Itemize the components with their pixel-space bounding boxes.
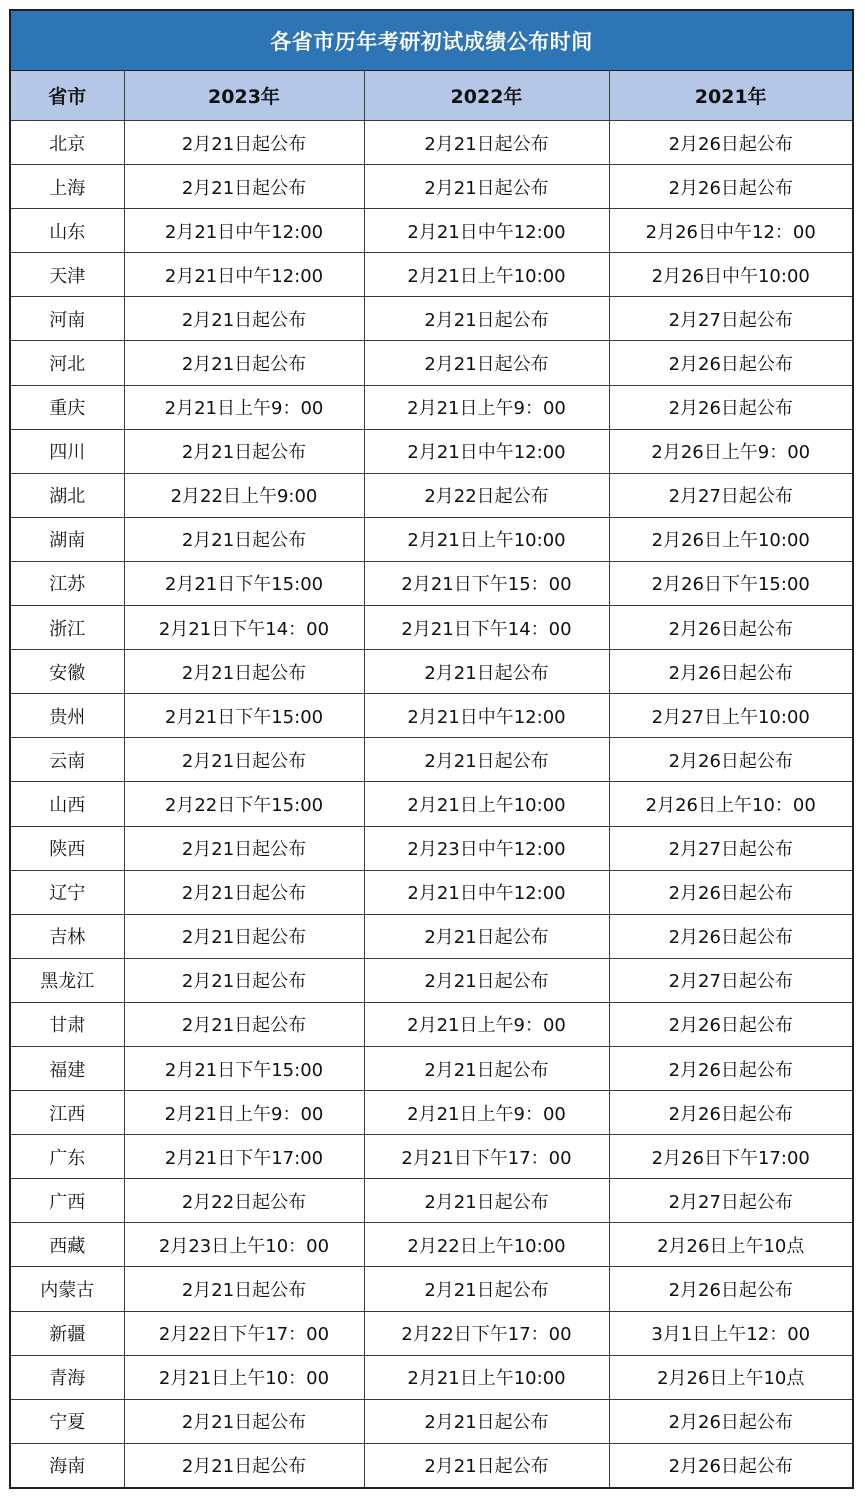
cell-2022: 2月21日起公布 (364, 914, 609, 958)
cell-2023: 2月21日上午9：00 (124, 385, 364, 429)
table-row (11, 914, 852, 958)
table-body (11, 121, 852, 1487)
table-row (11, 1091, 852, 1135)
cell-2023: 2月21日起公布 (124, 1267, 364, 1311)
cell-2023: 2月21日起公布 (124, 1399, 364, 1443)
cell-2023: 2月22日下午17：00 (124, 1311, 364, 1355)
header-2021: 2021年 (609, 71, 852, 121)
cell-2022: 2月21日上午10:00 (364, 253, 609, 297)
cell-2021: 2月26日起公布 (609, 606, 852, 650)
cell-2022: 2月22日起公布 (364, 473, 609, 517)
province-cell: 海南 (11, 1443, 124, 1487)
cell-2021: 2月27日起公布 (609, 958, 852, 1002)
province-cell: 河北 (11, 341, 124, 385)
table-row (11, 1002, 852, 1046)
province-cell: 四川 (11, 429, 124, 473)
table-row (11, 165, 852, 209)
province-cell: 天津 (11, 253, 124, 297)
table-row (11, 1179, 852, 1223)
cell-2023: 2月21日起公布 (124, 870, 364, 914)
table-row (11, 650, 852, 694)
table-row (11, 694, 852, 738)
cell-2023: 2月21日上午9：00 (124, 1091, 364, 1135)
table-row (11, 958, 852, 1002)
header-2022: 2022年 (364, 71, 609, 121)
cell-2023: 2月21日下午15:00 (124, 561, 364, 605)
province-cell: 福建 (11, 1046, 124, 1090)
cell-2023: 2月21日起公布 (124, 165, 364, 209)
table-row (11, 1267, 852, 1311)
cell-2021: 2月26日起公布 (609, 1443, 852, 1487)
cell-2021: 2月26日起公布 (609, 738, 852, 782)
cell-2022: 2月23日中午12:00 (364, 826, 609, 870)
cell-2022: 2月21日上午10:00 (364, 782, 609, 826)
table-row (11, 297, 852, 341)
header-2023: 2023年 (124, 71, 364, 121)
province-cell: 内蒙古 (11, 1267, 124, 1311)
cell-2023: 2月21日下午15:00 (124, 694, 364, 738)
cell-2021: 2月26日中午10:00 (609, 253, 852, 297)
cell-2022: 2月21日起公布 (364, 297, 609, 341)
cell-2021: 2月26日起公布 (609, 121, 852, 165)
province-cell: 广东 (11, 1135, 124, 1179)
province-cell: 宁夏 (11, 1399, 124, 1443)
table-row (11, 1355, 852, 1399)
table-row (11, 1399, 852, 1443)
cell-2022: 2月21日起公布 (364, 341, 609, 385)
cell-2022: 2月22日上午10:00 (364, 1223, 609, 1267)
cell-2021: 2月26日下午17:00 (609, 1135, 852, 1179)
table-row (11, 385, 852, 429)
cell-2023: 2月21日起公布 (124, 121, 364, 165)
table-row (11, 253, 852, 297)
table-row (11, 782, 852, 826)
cell-2021: 2月26日中午12：00 (609, 209, 852, 253)
cell-2021: 2月26日起公布 (609, 1002, 852, 1046)
cell-2023: 2月21日起公布 (124, 738, 364, 782)
cell-2021: 2月27日上午10:00 (609, 694, 852, 738)
cell-2023: 2月21日中午12:00 (124, 209, 364, 253)
cell-2021: 2月26日起公布 (609, 341, 852, 385)
cell-2023: 2月22日上午9:00 (124, 473, 364, 517)
cell-2021: 2月26日起公布 (609, 870, 852, 914)
table-row (11, 1135, 852, 1179)
cell-2021: 2月26日起公布 (609, 1046, 852, 1090)
province-cell: 山东 (11, 209, 124, 253)
province-cell: 青海 (11, 1355, 124, 1399)
province-cell: 吉林 (11, 914, 124, 958)
cell-2021: 2月26日起公布 (609, 385, 852, 429)
cell-2021: 2月26日起公布 (609, 165, 852, 209)
cell-2023: 2月23日上午10：00 (124, 1223, 364, 1267)
cell-2022: 2月21日起公布 (364, 1443, 609, 1487)
cell-2022: 2月21日上午10:00 (364, 1355, 609, 1399)
cell-2021: 2月26日上午9：00 (609, 429, 852, 473)
cell-2022: 2月21日起公布 (364, 1399, 609, 1443)
table-row (11, 1223, 852, 1267)
cell-2021: 3月1日上午12：00 (609, 1311, 852, 1355)
province-cell: 江苏 (11, 561, 124, 605)
province-cell: 重庆 (11, 385, 124, 429)
cell-2021: 2月27日起公布 (609, 473, 852, 517)
cell-2023: 2月21日起公布 (124, 429, 364, 473)
cell-2022: 2月21日中午12:00 (364, 870, 609, 914)
province-cell: 上海 (11, 165, 124, 209)
table-row (11, 517, 852, 561)
cell-2021: 2月26日起公布 (609, 914, 852, 958)
header-row (11, 71, 852, 121)
cell-2022: 2月21日起公布 (364, 1267, 609, 1311)
province-cell: 湖北 (11, 473, 124, 517)
cell-2021: 2月26日上午10：00 (609, 782, 852, 826)
cell-2023: 2月21日下午17:00 (124, 1135, 364, 1179)
cell-2022: 2月21日起公布 (364, 738, 609, 782)
table-row (11, 121, 852, 165)
table-title: 各省市历年考研初试成绩公布时间 (11, 11, 852, 71)
cell-2023: 2月21日起公布 (124, 297, 364, 341)
province-cell: 山西 (11, 782, 124, 826)
table-row (11, 870, 852, 914)
cell-2022: 2月21日起公布 (364, 165, 609, 209)
table-row (11, 341, 852, 385)
cell-2023: 2月21日起公布 (124, 517, 364, 561)
cell-2023: 2月21日起公布 (124, 650, 364, 694)
cell-2022: 2月21日中午12:00 (364, 209, 609, 253)
cell-2023: 2月22日起公布 (124, 1179, 364, 1223)
cell-2023: 2月21日下午14：00 (124, 606, 364, 650)
cell-2022: 2月21日中午12:00 (364, 429, 609, 473)
cell-2023: 2月21日起公布 (124, 1443, 364, 1487)
cell-2021: 2月27日起公布 (609, 826, 852, 870)
cell-2023: 2月21日起公布 (124, 914, 364, 958)
cell-2022: 2月21日下午15：00 (364, 561, 609, 605)
province-cell: 陕西 (11, 826, 124, 870)
cell-2022: 2月22日下午17：00 (364, 1311, 609, 1355)
province-cell: 浙江 (11, 606, 124, 650)
cell-2022: 2月21日起公布 (364, 1046, 609, 1090)
table-row (11, 473, 852, 517)
province-cell: 黑龙江 (11, 958, 124, 1002)
province-cell: 西藏 (11, 1223, 124, 1267)
cell-2021: 2月27日起公布 (609, 297, 852, 341)
cell-2021: 2月26日起公布 (609, 650, 852, 694)
table-row (11, 429, 852, 473)
table-row (11, 209, 852, 253)
cell-2023: 2月21日上午10：00 (124, 1355, 364, 1399)
province-cell: 广西 (11, 1179, 124, 1223)
cell-2022: 2月21日起公布 (364, 121, 609, 165)
cell-2022: 2月21日起公布 (364, 1179, 609, 1223)
release-time-table-sheet (9, 9, 854, 1489)
province-cell: 新疆 (11, 1311, 124, 1355)
province-cell: 湖南 (11, 517, 124, 561)
table-row (11, 738, 852, 782)
province-cell: 北京 (11, 121, 124, 165)
table-row (11, 561, 852, 605)
table-row (11, 1443, 852, 1487)
province-cell: 安徽 (11, 650, 124, 694)
release-time-table (11, 71, 852, 1487)
cell-2023: 2月21日起公布 (124, 1002, 364, 1046)
province-cell: 辽宁 (11, 870, 124, 914)
cell-2023: 2月21日中午12:00 (124, 253, 364, 297)
cell-2021: 2月26日起公布 (609, 1091, 852, 1135)
province-cell: 云南 (11, 738, 124, 782)
header-province: 省市 (11, 71, 124, 121)
cell-2022: 2月21日中午12:00 (364, 694, 609, 738)
cell-2023: 2月21日起公布 (124, 341, 364, 385)
table-row (11, 1046, 852, 1090)
cell-2023: 2月21日起公布 (124, 958, 364, 1002)
cell-2022: 2月21日上午10:00 (364, 517, 609, 561)
cell-2021: 2月26日起公布 (609, 1267, 852, 1311)
cell-2022: 2月21日下午14：00 (364, 606, 609, 650)
cell-2021: 2月26日起公布 (609, 1399, 852, 1443)
cell-2023: 2月21日起公布 (124, 826, 364, 870)
cell-2022: 2月21日上午9：00 (364, 385, 609, 429)
cell-2021: 2月27日起公布 (609, 1179, 852, 1223)
cell-2023: 2月21日下午15:00 (124, 1046, 364, 1090)
table-row (11, 606, 852, 650)
cell-2023: 2月22日下午15:00 (124, 782, 364, 826)
cell-2022: 2月21日起公布 (364, 650, 609, 694)
cell-2022: 2月21日上午9：00 (364, 1091, 609, 1135)
cell-2021: 2月26日上午10点 (609, 1223, 852, 1267)
cell-2021: 2月26日上午10:00 (609, 517, 852, 561)
cell-2021: 2月26日上午10点 (609, 1355, 852, 1399)
cell-2021: 2月26日下午15:00 (609, 561, 852, 605)
province-cell: 河南 (11, 297, 124, 341)
table-row (11, 826, 852, 870)
province-cell: 甘肃 (11, 1002, 124, 1046)
cell-2022: 2月21日上午9：00 (364, 1002, 609, 1046)
cell-2022: 2月21日下午17：00 (364, 1135, 609, 1179)
cell-2022: 2月21日起公布 (364, 958, 609, 1002)
province-cell: 江西 (11, 1091, 124, 1135)
table-row (11, 1311, 852, 1355)
province-cell: 贵州 (11, 694, 124, 738)
